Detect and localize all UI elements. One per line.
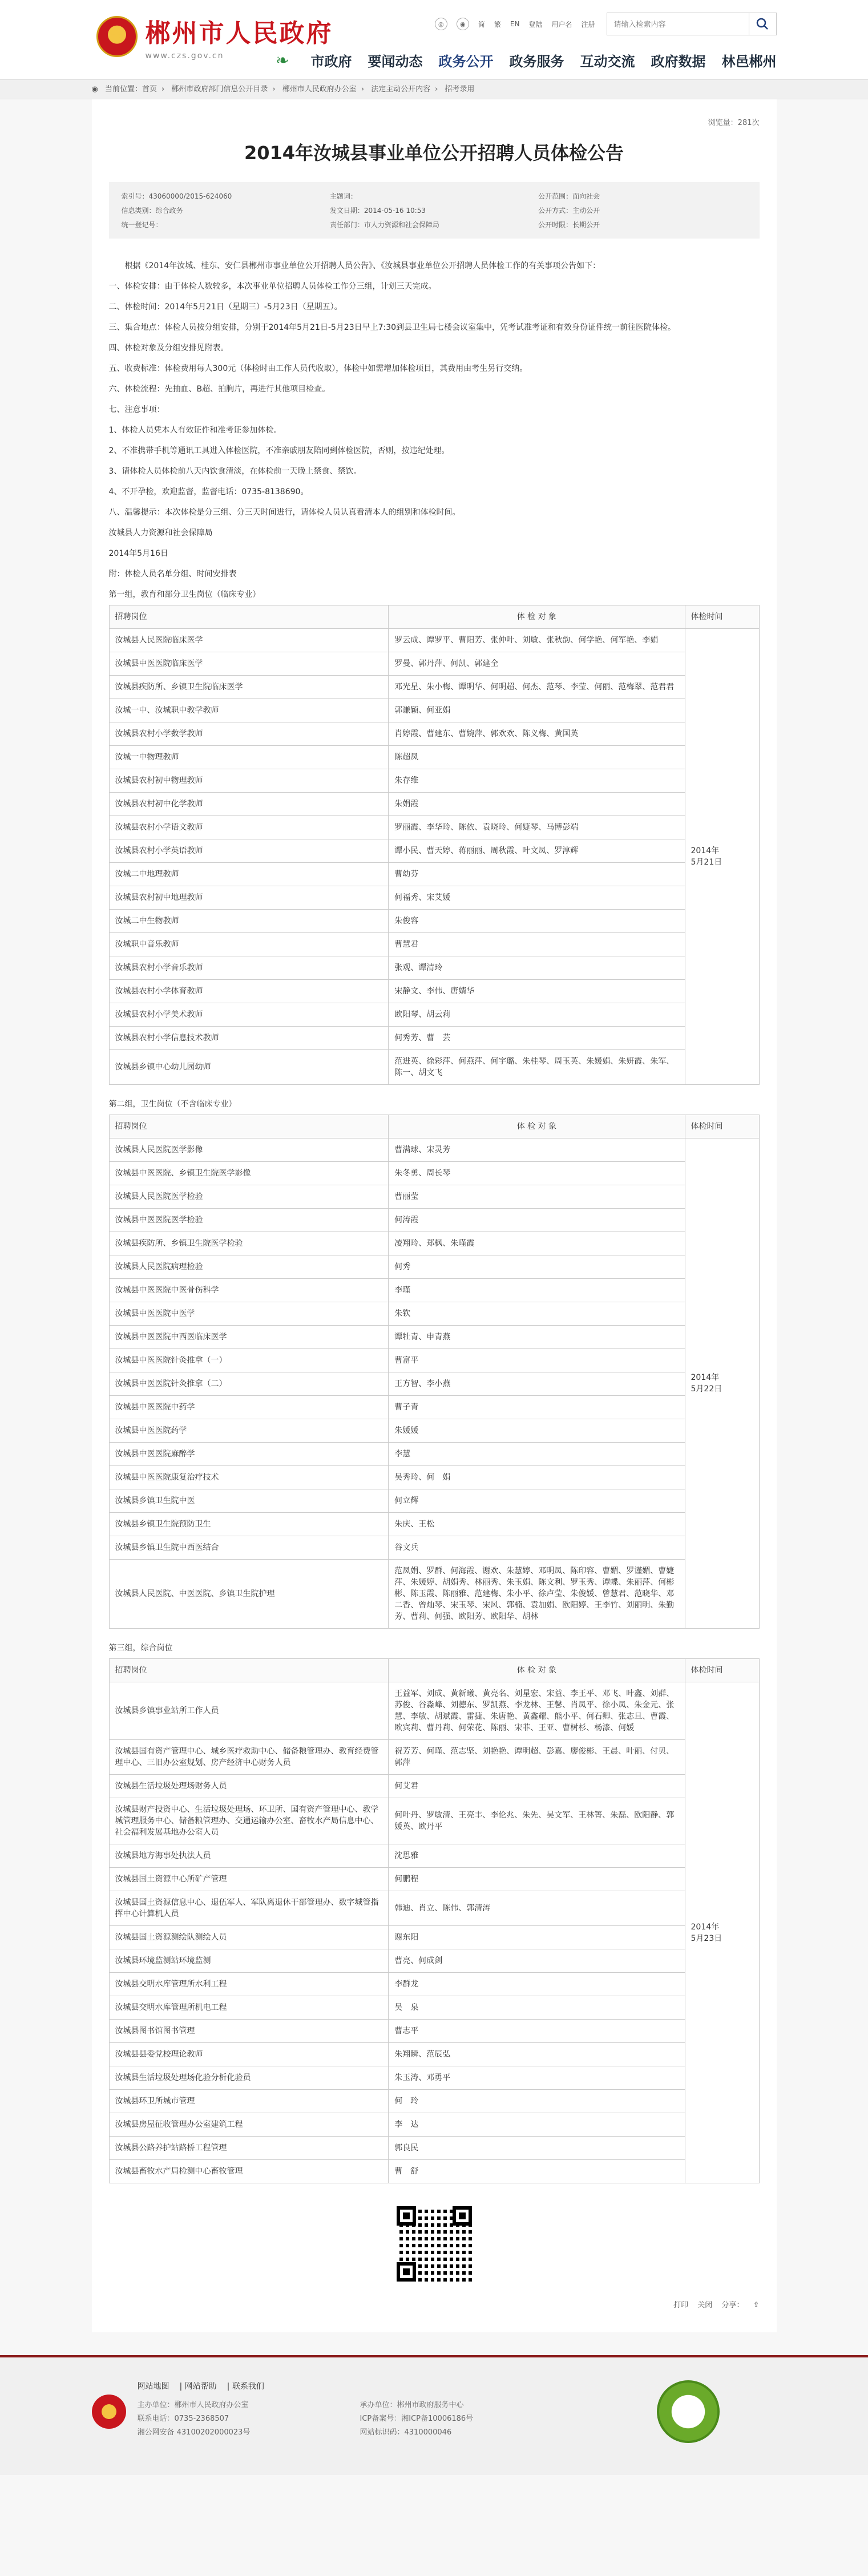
table-row xyxy=(109,1489,759,1513)
candidates-cell: 何艾君 xyxy=(389,1775,685,1798)
table-row xyxy=(109,1232,759,1255)
candidates-cell: 曹亮、何成剑 xyxy=(389,1949,685,1973)
table-row xyxy=(109,2043,759,2066)
candidates-cell: 何福秀、宋艾媛 xyxy=(389,886,685,910)
article-container xyxy=(92,99,777,2332)
candidates-cell: 邓光星、朱小梅、谭明华、何明超、何杰、范琴、李莹、何丽、范梅翠、范君君 xyxy=(389,676,685,699)
candidates-cell: 李群龙 xyxy=(389,1973,685,1996)
paragraph: 二、体检时间：2014年5月21日（星期三）-5月23日（星期五）。 xyxy=(108,302,342,312)
table-row xyxy=(109,1844,759,1868)
paragraph: 五、收费标准：体检费用每人300元（体检时由工作人员代收取），体检中如需增加体检项目，其费用由考生另行交纳。 xyxy=(108,364,528,373)
view-count: 浏览量：281次 xyxy=(708,119,760,127)
table-header: 招聘岗位 xyxy=(109,1659,389,1682)
table-row xyxy=(109,1419,759,1443)
position-cell: 汝城一中、汝城职中教学教师 xyxy=(109,699,389,722)
candidates-cell: 李慧 xyxy=(389,1443,685,1466)
table-header: 体 检 对 象 xyxy=(389,1659,685,1682)
table-row xyxy=(109,1050,759,1085)
candidates-cell: 欧阳琴、胡云莉 xyxy=(389,1003,685,1027)
table-row xyxy=(109,676,759,699)
nav-news[interactable]: 要闻动态 xyxy=(368,54,423,70)
site-header xyxy=(0,0,868,80)
table-row xyxy=(109,769,759,793)
gov-site-seal-icon[interactable] xyxy=(657,2380,720,2443)
paragraph: 1、体检人员凭本人有效证件和准考证参加体检。 xyxy=(108,426,282,435)
site-footer xyxy=(0,2355,868,2475)
exam-date-cell: 2014年 5月21日 xyxy=(685,629,759,1085)
position-cell: 汝城县农村小学语文教师 xyxy=(109,816,389,839)
breadcrumb-office[interactable]: 郴州市人民政府办公室 xyxy=(282,85,357,94)
paragraph: 七、注意事项： xyxy=(108,405,165,414)
position-cell: 汝城县农村小学英语教师 xyxy=(109,839,389,863)
position-cell: 汝城县县委党校理论教师 xyxy=(109,2043,389,2066)
position-cell: 汝城县中医医院中医骨伤科学 xyxy=(109,1279,389,1302)
position-cell: 汝城县中医医院针灸推拿（一） xyxy=(109,1349,389,1372)
breadcrumb-category[interactable]: 法定主动公开内容 xyxy=(371,85,431,94)
article-body xyxy=(109,256,760,605)
username-label: 用户名 xyxy=(551,20,572,29)
table-row xyxy=(109,1326,759,1349)
candidates-cell: 韩迪、肖立、陈伟、郭清涛 xyxy=(389,1891,685,1926)
position-cell: 汝城县农村小学美术教师 xyxy=(109,1003,389,1027)
candidates-cell: 罗丽霞、李华玲、陈依、袁晓玲、何婕琴、马博彭端 xyxy=(389,816,685,839)
candidates-cell: 曹志平 xyxy=(389,2020,685,2043)
candidates-cell: 罗云成、谭罗平、曹阳芳、张仲叶、刘敏、张秋韵、何学艳、何军艳、李娟 xyxy=(389,629,685,652)
table-row xyxy=(109,629,759,652)
table-row xyxy=(109,1185,759,1209)
exam-date-cell: 2014年 5月22日 xyxy=(685,1138,759,1629)
table-header: 招聘岗位 xyxy=(109,605,389,629)
paragraph: 3、请体检人员体检前八天内饮食清淡，在体检前一天晚上禁食、禁饮。 xyxy=(108,467,362,476)
table-row xyxy=(109,652,759,676)
position-cell: 汝城县国土资源信息中心、退伍军人、军队离退休干部管理办、数字城管指挥中心计算机人员 xyxy=(109,1891,389,1926)
nav-city-government[interactable]: 市政府 xyxy=(310,54,352,70)
page-title: 2014年汝城县事业单位公开招聘人员体检公告 xyxy=(244,142,624,164)
nav-linyi-chenzhou[interactable]: 林邑郴州 xyxy=(721,54,777,70)
meta-field: 索引号：43060000/2015-624060 xyxy=(121,192,232,200)
candidates-cell: 朱俊容 xyxy=(389,910,685,933)
meta-field: 责任部门：市人力资源和社会保障局 xyxy=(329,221,439,229)
table-row xyxy=(109,980,759,1003)
candidates-cell: 曹丽莹 xyxy=(389,1185,685,1209)
candidates-cell: 朱翔瞬、范辰弘 xyxy=(389,2043,685,2066)
position-cell: 汝城县畜牧水产局检测中心畜牧管理 xyxy=(109,2160,389,2183)
table-row xyxy=(109,746,759,769)
paragraph: 四、体检对象及分组安排见附表。 xyxy=(108,344,229,353)
weibo-icon[interactable]: ◉ xyxy=(457,18,469,30)
search-box xyxy=(607,13,777,35)
table-row xyxy=(109,1279,759,1302)
position-cell: 汝城县中医医院中药学 xyxy=(109,1396,389,1419)
meta-field: 公开时限：长期公开 xyxy=(538,221,600,229)
position-cell: 汝城一中物理教师 xyxy=(109,746,389,769)
position-cell: 汝城县人民医院医学检验 xyxy=(109,1185,389,1209)
candidates-cell: 谷文兵 xyxy=(389,1536,685,1560)
table-row xyxy=(109,1003,759,1027)
candidates-cell: 何 玲 xyxy=(389,2090,685,2113)
table-row xyxy=(109,1513,759,1536)
table-row xyxy=(109,1996,759,2020)
footer-icp: ICP备案号：湘ICP备10006186号 xyxy=(360,2415,474,2423)
candidates-cell: 肖婷霞、曹建东、曹婉萍、郭欢欢、陈义梅、黄国英 xyxy=(389,722,685,746)
candidates-cell: 陈超凤 xyxy=(389,746,685,769)
candidates-cell: 张观、谭清玲 xyxy=(389,956,685,980)
position-cell: 汝城县农村初中地理教师 xyxy=(109,886,389,910)
position-cell: 汝城县乡镇卫生院中医 xyxy=(109,1489,389,1513)
location-pin-icon: ◉ xyxy=(91,85,98,94)
footer-links: 网站地图 | 网站帮助 | 联系我们 xyxy=(137,2382,264,2391)
paragraph: 第一组，教育和部分卫生岗位（临床专业） xyxy=(108,590,261,599)
candidates-cell: 谭小民、曹天婷、蒋丽丽、周秋霞、叶文凤、罗淳辉 xyxy=(389,839,685,863)
candidates-cell: 曹 舒 xyxy=(389,2160,685,2183)
table-header: 体 检 对 象 xyxy=(389,605,685,629)
position-cell: 汝城县公路养护站路桥工程管理 xyxy=(109,2137,389,2160)
position-cell: 汝城县中医医院药学 xyxy=(109,1419,389,1443)
footer-host: 主办单位：郴州市人民政府办公室 xyxy=(137,2401,249,2409)
candidates-cell: 曹满球、宋灵芳 xyxy=(389,1138,685,1162)
position-cell: 汝城县房屋征收管理办公室建筑工程 xyxy=(109,2113,389,2137)
table-row xyxy=(109,2160,759,2183)
candidates-cell: 范进英、徐彩萍、何燕萍、何宇璐、朱桂琴、周玉英、朱媛娟、朱妍霞、朱军、陈一、胡文飞 xyxy=(389,1050,685,1085)
position-cell: 汝城县环卫所城市管理 xyxy=(109,2090,389,2113)
table-row xyxy=(109,1536,759,1560)
candidates-cell: 何涛霞 xyxy=(389,1209,685,1232)
table-row xyxy=(109,886,759,910)
position-cell: 汝城县农村小学体育教师 xyxy=(109,980,389,1003)
table-row xyxy=(109,1949,759,1973)
breadcrumb-directory[interactable]: 郴州市政府部门信息公开目录 xyxy=(171,85,268,94)
nav-government-affairs[interactable]: 政务公开 xyxy=(438,54,494,70)
paragraph: 2014年5月16日 xyxy=(108,549,168,558)
candidates-cell: 沈思雅 xyxy=(389,1844,685,1868)
paragraph: 4、不开孕检，欢迎监督，监督电话：0735-8138690。 xyxy=(108,487,309,496)
position-cell: 汝城县疾防所、乡镇卫生院临床医学 xyxy=(109,676,389,699)
nav-data[interactable]: 政府数据 xyxy=(651,54,706,70)
candidates-cell: 宋静文、李伟、唐婧华 xyxy=(389,980,685,1003)
group1-table xyxy=(109,605,760,1085)
position-cell: 汝城县乡镇卫生院预防卫生 xyxy=(109,1513,389,1536)
breadcrumb-bar xyxy=(0,80,868,99)
candidates-cell: 曹富平 xyxy=(389,1349,685,1372)
main-nav xyxy=(276,50,776,70)
table-row xyxy=(109,1740,759,1775)
candidates-cell: 凌翔玲、郑枫、朱瑾霞 xyxy=(389,1232,685,1255)
search-icon xyxy=(756,18,769,30)
table-row xyxy=(109,1798,759,1844)
table-row xyxy=(109,1868,759,1891)
table-row xyxy=(109,1349,759,1372)
footer-phone: 联系电话：0735-2368507 xyxy=(137,2415,229,2423)
candidates-cell: 谭牡青、申青燕 xyxy=(389,1326,685,1349)
position-cell: 汝城县交明水库管理所水利工程 xyxy=(109,1973,389,1996)
candidates-cell: 朱冬勇、周长琴 xyxy=(389,1162,685,1185)
candidates-cell: 吴秀玲、何 娟 xyxy=(389,1466,685,1489)
position-cell: 汝城县疾防所、乡镇卫生院医学检验 xyxy=(109,1232,389,1255)
national-emblem-icon: ★ xyxy=(96,16,138,57)
register-link[interactable]: 注册 xyxy=(581,20,595,29)
position-cell: 汝城二中生物教师 xyxy=(109,910,389,933)
table-row xyxy=(109,2090,759,2113)
search-button[interactable] xyxy=(749,13,777,35)
candidates-cell: 李 达 xyxy=(389,2113,685,2137)
qr-code xyxy=(397,2206,472,2282)
search-input[interactable] xyxy=(607,13,749,35)
login-link[interactable]: 登陆 xyxy=(528,20,543,29)
breadcrumb-current[interactable]: 招考录用 xyxy=(445,85,475,94)
candidates-cell: 王方智、李小燕 xyxy=(389,1372,685,1396)
breadcrumb: ◉ 当前位置：首页 › 郴州市政府部门信息公开目录 › 郴州市人民政府办公室 › 法定主动公开内容 › 招考录用 xyxy=(91,85,475,94)
table-row xyxy=(109,1138,759,1162)
candidates-cell: 朱庆、王松 xyxy=(389,1513,685,1536)
candidates-cell: 郭良民 xyxy=(389,2137,685,2160)
table-row xyxy=(109,2113,759,2137)
candidates-cell: 何立辉 xyxy=(389,1489,685,1513)
candidates-cell: 何叶丹、罗敏清、王亮丰、李伦兆、朱先、吴文军、王林箐、朱磊、欧阳静、郭媛英、欧丹平 xyxy=(389,1798,685,1844)
candidates-cell: 李瑾 xyxy=(389,1279,685,1302)
table-row xyxy=(109,1775,759,1798)
table-row xyxy=(109,1372,759,1396)
candidates-cell: 何秀芳、曹 芸 xyxy=(389,1027,685,1050)
position-cell: 汝城县中医医院中医学 xyxy=(109,1302,389,1326)
position-cell: 汝城县乡镇事业站所工作人员 xyxy=(109,1682,389,1740)
position-cell: 汝城职中音乐教师 xyxy=(109,933,389,956)
position-cell: 汝城县农村小学数学教师 xyxy=(109,722,389,746)
table-row xyxy=(109,2020,759,2043)
candidates-cell: 何鹏程 xyxy=(389,1868,685,1891)
position-cell: 汝城县国土资源测绘队测绘人员 xyxy=(109,1926,389,1949)
position-cell: 汝城县农村小学音乐教师 xyxy=(109,956,389,980)
breadcrumb-home[interactable]: 当前位置：首页 xyxy=(104,85,157,94)
paragraph: 六、体检流程：先抽血、B超、拍胸片，再进行其他项目检查。 xyxy=(108,385,330,394)
position-cell: 汝城县中医医院中西医临床医学 xyxy=(109,1326,389,1349)
table-row xyxy=(109,1209,759,1232)
table-row xyxy=(109,933,759,956)
position-cell: 汝城县农村初中化学教师 xyxy=(109,793,389,816)
candidates-cell: 谢东阳 xyxy=(389,1926,685,1949)
paragraph: 附：体检人员名单分组、时间安排表 xyxy=(108,570,237,579)
position-cell: 汝城县中医医院麻醉学 xyxy=(109,1443,389,1466)
paragraph: 根据《2014年汝城、桂东、安仁县郴州市事业单位公开招聘人员公告》、《汝城县事业单位公开招聘人员体检工作的有关事项公告如下： xyxy=(124,261,601,270)
exam-date-cell: 2014年 5月23日 xyxy=(685,1682,759,2183)
table-row xyxy=(109,1396,759,1419)
position-cell: 汝城县中医医院针灸推拿（二） xyxy=(109,1372,389,1396)
candidates-cell: 吴 泉 xyxy=(389,1996,685,2020)
candidates-cell: 曹幼芬 xyxy=(389,863,685,886)
position-cell: 汝城县国有资产管理中心、城乡医疗救助中心、储备粮管理办、教育经费管理中心、三旧办公室规划、房产经济中心财务人员 xyxy=(109,1740,389,1775)
traditional-link[interactable]: 繁 xyxy=(494,20,501,29)
table-header: 招聘岗位 xyxy=(109,1115,389,1138)
position-cell: 汝城县人民医院临床医学 xyxy=(109,629,389,652)
position-cell: 汝城县国土资源中心所矿产管理 xyxy=(109,1868,389,1891)
table-row xyxy=(109,699,759,722)
position-cell: 汝城县乡镇中心幼儿园幼师 xyxy=(109,1050,389,1085)
table-row xyxy=(109,910,759,933)
footer-organizer: 承办单位：郴州市政府服务中心 xyxy=(360,2401,464,2409)
table-row xyxy=(109,816,759,839)
meta-field: 公开范围：面向社会 xyxy=(538,192,600,200)
print-row xyxy=(109,2299,760,2309)
paragraph: 一、体检安排：由于体检人数较多，本次事业单位招聘人员体检工作分三组，计划三天完成。 xyxy=(108,282,437,291)
table-row xyxy=(109,1560,759,1629)
position-cell: 汝城县农村小学信息技术教师 xyxy=(109,1027,389,1050)
group2-table xyxy=(109,1115,760,1629)
table-row xyxy=(109,793,759,816)
candidates-cell: 罗曼、郭丹萍、何凯、郭建全 xyxy=(389,652,685,676)
table-row xyxy=(109,1255,759,1279)
footer-sitemap[interactable]: 网站地图 xyxy=(137,2382,169,2391)
candidates-cell: 王益军、刘成、黄新曦、黄亮名、刘星宏、宋益、李王平、邓飞、叶鑫、刘群、苏俊、谷淼峰、刘德东、罗凯燕、李龙林、王馨、肖凤平、徐小凤、朱金元、张慧、李敏、胡斌霞、雷捷、朱唐艳、黄鑫耀、熊小平、何石卿、张志旦、曹霞、欧宾莉、曹丹莉、何荣花、陈丽、宋菲、王亚、曹树杉、杨漆、何媛 xyxy=(389,1682,685,1740)
meta-field: 统一登记号： xyxy=(121,221,163,229)
position-cell: 汝城县图书馆图书管理 xyxy=(109,2020,389,2043)
position-cell: 汝城县人民医院医学影像 xyxy=(109,1138,389,1162)
table-header: 体检时间 xyxy=(685,1115,759,1138)
candidates-cell: 朱存维 xyxy=(389,769,685,793)
position-cell: 汝城二中地理教师 xyxy=(109,863,389,886)
article-meta xyxy=(109,182,760,239)
table-row xyxy=(109,1926,759,1949)
group2-label: 第二组，卫生岗位（不含临床专业） xyxy=(108,1100,237,1109)
print-button[interactable]: 打印 xyxy=(673,2301,689,2309)
simplified-link[interactable]: 简 xyxy=(478,20,485,29)
nav-services[interactable]: 政务服务 xyxy=(509,54,564,70)
table-row xyxy=(109,1027,759,1050)
share-label: 分享： xyxy=(721,2301,744,2309)
meta-field: 信息类别：综合政务 xyxy=(121,207,183,215)
paragraph: 三、集合地点：体检人员按分组安排，分别于2014年5月21日-5月23日早上7:30到县卫生局七楼会议室集中，凭考试准考证和有效身份证件统一前往医院体检。 xyxy=(108,323,676,332)
table-row xyxy=(109,956,759,980)
position-cell: 汝城县人民医院病理检验 xyxy=(109,1255,389,1279)
table-row xyxy=(109,1973,759,1996)
meta-field: 公开方式：主动公开 xyxy=(538,207,600,215)
table-row xyxy=(109,1443,759,1466)
paragraph: 2、不准携带手机等通讯工具进入体检医院，不准亲戚朋友陪同到体检医院，否则，按违纪处理。 xyxy=(108,446,450,455)
top-links xyxy=(430,13,777,35)
candidates-cell: 曹慧君 xyxy=(389,933,685,956)
table-row xyxy=(109,1302,759,1326)
position-cell: 汝城县中医医院、乡镇卫生院医学影像 xyxy=(109,1162,389,1185)
position-cell: 汝城县中医医院医学检验 xyxy=(109,1209,389,1232)
candidates-cell: 何秀 xyxy=(389,1255,685,1279)
wechat-icon[interactable]: ◎ xyxy=(435,18,447,30)
candidates-cell: 朱娟霞 xyxy=(389,793,685,816)
position-cell: 汝城县生活垃圾处理场化验分析化验员 xyxy=(109,2066,389,2090)
table-row xyxy=(109,1466,759,1489)
position-cell: 汝城县地方海事处执法人员 xyxy=(109,1844,389,1868)
position-cell: 汝城县中医医院临床医学 xyxy=(109,652,389,676)
footer-help[interactable]: 网站帮助 xyxy=(184,2382,217,2391)
position-cell: 汝城县财产投资中心、生活垃圾处理场、环卫所、国有资产管理中心、教学城管理服务中心、储备粮管理办、交通运输办公室、畜牧水产局信息中心、社会福利发展基地办公室人员 xyxy=(109,1798,389,1844)
table-header: 体检时间 xyxy=(685,1659,759,1682)
table-header: 体检时间 xyxy=(685,605,759,629)
candidates-cell: 范凤娟、罗群、何海霞、谢欢、朱慧婷、邓明凤、陈印容、曹媚、罗谨媚、曹婕萍、朱媛婷、胡娟秀、林丽秀、朱玉娟、陈文利、罗玉秀、谭蝶、朱丽萍、何彬彬、陈玉霞、陈丽雅、范建梅、朱小平、徐卢莹、朱俊媛、曾慧君、范晓华、邓二香、曾灿琴、宋玉琴、宋风、郭楠、袁加娟、欧阳婷、王李竹、刘丽明、朱勤芳、曹莉、何强、欧阳芳、欧阳华、胡林 xyxy=(389,1560,685,1629)
nav-interaction[interactable]: 互动交流 xyxy=(580,54,635,70)
position-cell: 汝城县中医医院康复治疗技术 xyxy=(109,1466,389,1489)
paragraph: 汝城县人力资源和社会保障局 xyxy=(108,528,213,538)
site-title: 郴州市人民政府 xyxy=(145,19,333,48)
table-row xyxy=(109,1162,759,1185)
candidates-cell: 朱玉涛、邓勇平 xyxy=(389,2066,685,2090)
table-header: 体 检 对 象 xyxy=(389,1115,685,1138)
table-row xyxy=(109,2137,759,2160)
table-row xyxy=(109,2066,759,2090)
share-icon[interactable]: ⇪ xyxy=(753,2301,760,2309)
position-cell: 汝城县交明水库管理所机电工程 xyxy=(109,1996,389,2020)
group3-table xyxy=(109,1658,760,2183)
party-government-badge-icon[interactable] xyxy=(92,2395,126,2429)
position-cell: 汝城县环境监测站环境监测 xyxy=(109,1949,389,1973)
position-cell: 汝城县农村初中物理教师 xyxy=(109,769,389,793)
position-cell: 汝城县乡镇卫生院中西医结合 xyxy=(109,1536,389,1560)
meta-field: 主题词： xyxy=(329,192,357,200)
close-button[interactable]: 关闭 xyxy=(697,2301,713,2309)
candidates-cell: 郭谦颖、何亚娟 xyxy=(389,699,685,722)
nav-decoration-icon: ❧ xyxy=(276,51,289,70)
footer-site-code: 网站标识码：4310000046 xyxy=(360,2428,452,2437)
footer-contact[interactable]: 联系我们 xyxy=(232,2382,264,2391)
footer-col1 xyxy=(138,2399,251,2440)
candidates-cell: 朱媛媛 xyxy=(389,1419,685,1443)
table-row xyxy=(109,839,759,863)
candidates-cell: 曹子青 xyxy=(389,1396,685,1419)
position-cell: 汝城县人民医院、中医医院、乡镇卫生院护理 xyxy=(109,1560,389,1629)
candidates-cell: 朱钦 xyxy=(389,1302,685,1326)
table-row xyxy=(109,863,759,886)
table-row xyxy=(109,1891,759,1926)
footer-col2 xyxy=(360,2399,474,2440)
footer-police-record: 湘公网安备 43100202000023号 xyxy=(137,2428,251,2437)
table-row xyxy=(109,722,759,746)
meta-field: 发文日期：2014-05-16 10:53 xyxy=(329,207,426,215)
table-row xyxy=(109,1682,759,1740)
group3-label: 第三组，综合岗位 xyxy=(108,1644,173,1653)
candidates-cell: 祝芳芳、何瑾、范志坚、刘艳艳、谭明超、彭嘉、廖俊彬、王晨、叶丽、付贝、郭萍 xyxy=(389,1740,685,1775)
english-link[interactable]: EN xyxy=(510,20,520,28)
paragraph: 八、温馨提示：本次体检是分三组、分三天时间进行，请体检人员认真看清本人的组别和体检时间。 xyxy=(108,508,461,517)
position-cell: 汝城县生活垃圾处理场财务人员 xyxy=(109,1775,389,1798)
site-url: www.czs.gov.cn xyxy=(145,51,224,60)
